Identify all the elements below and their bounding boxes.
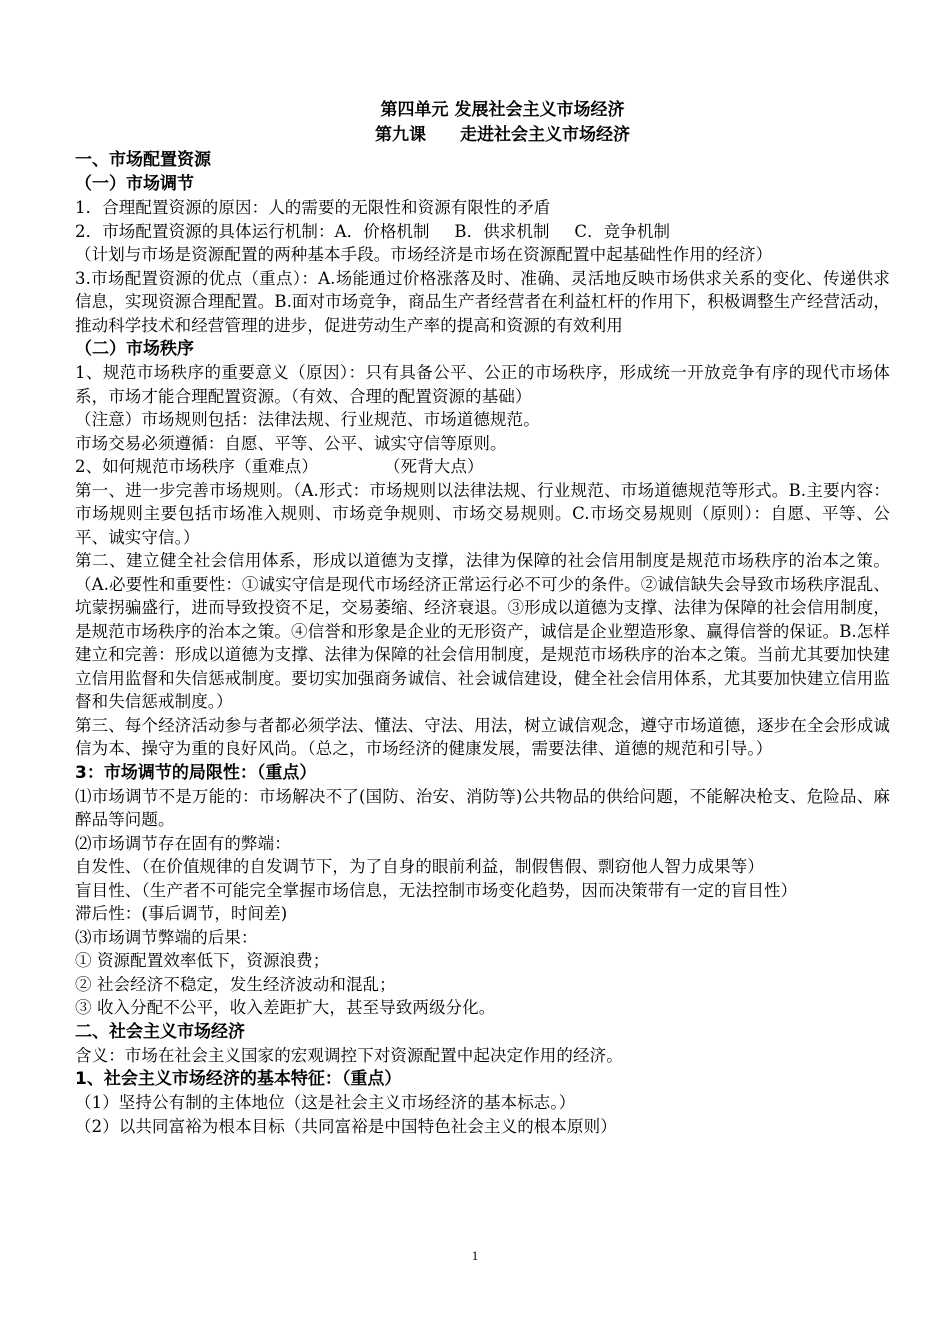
- unit-title: 第四单元 发展社会主义市场经济: [380, 100, 625, 120]
- paragraph: 第一、进一步完善市场规则。（A.形式：市场规则以法律法规、行业规范、市场道德规范等形式。B.主要内容：市场规则主要包括市场准入规则、市场竞争规则、市场交易规则。C.市场交易规则（原则）：自愿、平等、公平、诚实守信。）: [75, 480, 890, 547]
- how-to-regulate-text: 2、如何规范市场秩序（重难点）: [75, 457, 318, 476]
- lesson-title: [75, 123, 890, 148]
- paragraph: ⑵市场调节存在固有的弊端：: [75, 833, 291, 853]
- list-item: ① 资源配置效率低下，资源浪费；: [75, 951, 330, 970]
- document-page: [75, 98, 890, 1138]
- list-item: （1）坚持公有制的主体地位（这是社会主义市场经济的基本标志。）: [75, 1093, 576, 1112]
- paragraph: 盲目性、（生产者不可能完全掌握市场信息，无法控制市场变化趋势，因而决策带有一定的盲目性）: [75, 880, 798, 900]
- lesson-title-main: 走进社会主义市场经济: [460, 125, 630, 145]
- list-item: ③ 收入分配不公平，收入差距扩大，甚至导致两级分化。: [75, 998, 496, 1017]
- paragraph: 3.市场配置资源的优点（重点）：A.场能通过价格涨落及时、准确、灵活地反映市场供求关系的变化、传递供求信息，实现资源合理配置。B.面对市场竞争，商品生产者经营者在利益杠杆的作用下，积极调整生产经营活动，推动科学技术和经营管理的进步，促进劳动生产率的提高和资源的有效利用: [75, 268, 890, 335]
- paragraph-mechanisms: [75, 220, 890, 244]
- section-heading-market-allocation: 一、市场配置资源: [75, 150, 211, 170]
- list-item: （2）以共同富裕为根本目标（共同富裕是中国特色社会主义的根本原则）: [75, 1116, 617, 1136]
- paragraph: 市场交易必须遵循：自愿、平等、公平、诚实守信等原则。: [75, 433, 507, 453]
- paragraph: 1．合理配置资源的原因：人的需要的无限性和资源有限性的矛盾: [75, 198, 551, 217]
- lesson-title-prefix: 第九课: [375, 125, 426, 145]
- page-number: 1: [471, 1248, 479, 1263]
- subsection-heading-basic-features: 1、社会主义市场经济的基本特征：（重点）: [75, 1069, 402, 1089]
- subsection-heading-market-regulation: （一）市场调节: [75, 174, 194, 194]
- paragraph: 含义：市场在社会主义国家的宏观调控下对资源配置中起决定作用的经济。: [75, 1045, 623, 1065]
- subsection-heading-market-order: （二）市场秩序: [75, 339, 194, 359]
- paragraph: ⑶市场调节弊端的后果：: [75, 927, 258, 947]
- paragraph: 滞后性：(事后调节，时间差): [75, 904, 288, 923]
- paragraph: （注意）市场规则包括：法律法规、行业规范、市场道德规范。: [75, 410, 540, 429]
- memorize-note: （死背大点）: [384, 457, 484, 476]
- mechanism-a: 2．市场配置资源的具体运行机制：A．价格机制: [75, 221, 430, 241]
- paragraph: 第二、建立健全社会信用体系，形成以道德为支撑，法律为保障的社会信用制度是规范市场秩序的治本之策。（A.必要性和重要性：①诚实守信是现代市场经济正常运行必不可少的条件。②诚信缺失会导致市场秩序混乱、坑蒙拐骗盛行，进而导致投资不足，交易萎缩、经济衰退。③形成以道德为支撑、法律为保障的社会信用制度，是规范市场秩序的治本之策。④信誉和形象是企业的无形资产，诚信是企业塑造形象、赢得信誉的保证。B.怎样建立和完善：形成以道德为支撑、法律为保障的社会信用制度，是规范市场秩序的治本之策。当前尤其要加快建立信用监督和失信惩戒制度。要切实加强商务诚信、社会诚信建设，健全社会信用体系，尤其要加快建立信用监督和失信惩戒制度。）: [75, 551, 890, 711]
- paragraph: 自发性、（在价值规律的自发调节下，为了自身的眼前利益，制假售假、剽窃他人智力成果等）: [75, 857, 764, 876]
- list-item: ② 社会经济不稳定，发生经济波动和混乱；: [75, 974, 396, 994]
- paragraph: ⑴市场调节不是万能的：市场解决不了(国防、治安、消防等)公共物品的供给问题，不能解决枪支、危险品、麻醉品等问题。: [75, 786, 890, 829]
- subsection-heading-limitations: 3：市场调节的局限性：（重点）: [75, 762, 317, 783]
- paragraph: （计划与市场是资源配置的两种基本手段。市场经济是市场在资源配置中起基础性作用的经济）: [75, 245, 773, 264]
- paragraph-how-to-regulate: [75, 455, 890, 479]
- mechanism-c: C．竞争机制: [574, 221, 671, 241]
- mechanism-b: B．供求机制: [454, 221, 550, 241]
- paragraph: 1、规范市场秩序的重要意义（原因）：只有具备公平、公正的市场秩序，形成统一开放竞争有序的现代市场体系，市场才能合理配置资源。（有效、合理的配置资源的基础）: [75, 363, 890, 406]
- section-heading-socialist-market-economy: 二、社会主义市场经济: [75, 1021, 245, 1042]
- paragraph: 第三、每个经济活动参与者都必须学法、懂法、守法、用法，树立诚信观念，遵守市场道德，逐步在全会形成诚信为本、操守为重的良好风尚。（总之，市场经济的健康发展，需要法律、道德的规范和引导。）: [75, 715, 890, 758]
